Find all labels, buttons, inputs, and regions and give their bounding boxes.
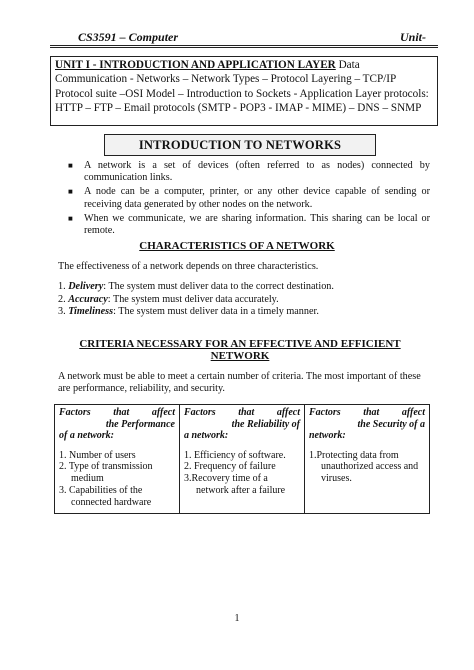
item-term: Delivery [68,281,104,292]
factors-reliability-cell [180,405,305,514]
factors-security-cell [305,405,430,514]
characteristics-list [58,281,334,319]
bullet-text: A node can be a computer, printer, or any other device capable of sending or receiving data generated by other nodes on the network. [84,186,430,210]
list-item [58,281,334,294]
list-item: 1. Number of users [59,449,136,461]
list-item: 3. Capabilities of the connected hardware [59,484,152,508]
cell-heading: Factors that affect the Performance of a network: [59,407,175,441]
running-header-unit: Unit- [400,30,427,44]
list-item [58,306,334,319]
page-number: 1 [234,613,240,624]
cell-heading: Factors that affect the Security of a network: [309,407,425,441]
cell-item-list [59,450,175,509]
header-rule-secondary [50,47,438,48]
item-term: Accuracy [68,293,108,305]
list-item [58,186,430,211]
table-row [55,405,430,514]
unit-line-1 [55,58,433,72]
item-text: : The system must deliver data in a timely manner. [113,306,319,318]
criteria-heading [60,338,420,362]
intro-bullet-list [58,160,430,239]
criteria-heading-line2: NETWORK [210,350,270,362]
list-item [58,213,430,238]
factors-performance-cell [55,405,180,514]
list-item: 1.Protecting data from unauthorized access and viruses. [309,449,419,485]
cell-item-list [184,450,300,497]
list-item [58,294,334,307]
running-header-course: CS3591 – Computer [78,30,179,44]
bullet-text: When we communicate, we are sharing information. This sharing can be local or remote. [84,212,430,237]
square-bullet-icon: ■ [68,187,73,197]
bullet-text: A network is a set of devices (often referred to as nodes) connected by communication links. [84,160,430,184]
list-item: 3.Recovery time of a network after a failure [184,473,286,496]
unit-line-3: Protocol suite –OSI Model – Introduction to Sockets - Application Layer protocols: [55,87,429,100]
criteria-intro: A network must be able to meet a certain number of criteria. The most important of these are performance, reliability, and security. [58,371,421,395]
item-text: : The system must deliver data to the correct destination. [103,281,334,292]
item-number: 2. [58,293,66,305]
item-text: : The system must deliver data accurately. [107,293,279,305]
unit-line-2: Communication - Networks – Network Types – Protocol Layering – TCP/IP [55,73,397,86]
list-item: 2. Type of transmission medium [59,461,153,485]
square-bullet-icon: ■ [68,213,73,223]
factors-table [54,404,430,514]
unit-syllabus-box [50,56,438,126]
characteristics-intro: The effectiveness of a network depends on three characteristics. [58,261,319,272]
list-item [58,160,430,185]
unit-line-4: HTTP – FTP – Email protocols (SMTP - POP3 - IMAP - MIME) – DNS – SNMP [55,102,422,115]
square-bullet-icon: ■ [68,161,73,170]
cell-item-list [309,450,425,485]
cell-heading: Factors that affect the Reliability of a network: [184,407,300,441]
list-item: 2. Frequency of failure [184,461,276,473]
characteristics-heading: CHARACTERISTICS OF A NETWORK [139,240,335,252]
section-title: INTRODUCTION TO NETWORKS [104,134,376,156]
item-number: 1. [58,281,66,292]
unit-heading: UNIT I - INTRODUCTION AND APPLICATION LAYER [55,59,336,71]
header-rule [50,45,438,46]
list-item: 1. Efficiency of software. [184,449,286,461]
item-number: 3. [58,306,66,318]
item-term: Timeliness [68,306,114,318]
criteria-heading-line1: CRITERIA NECESSARY FOR AN EFFECTIVE AND EFFICIENT [79,338,401,350]
unit-line-1-rest: Data [335,59,360,71]
